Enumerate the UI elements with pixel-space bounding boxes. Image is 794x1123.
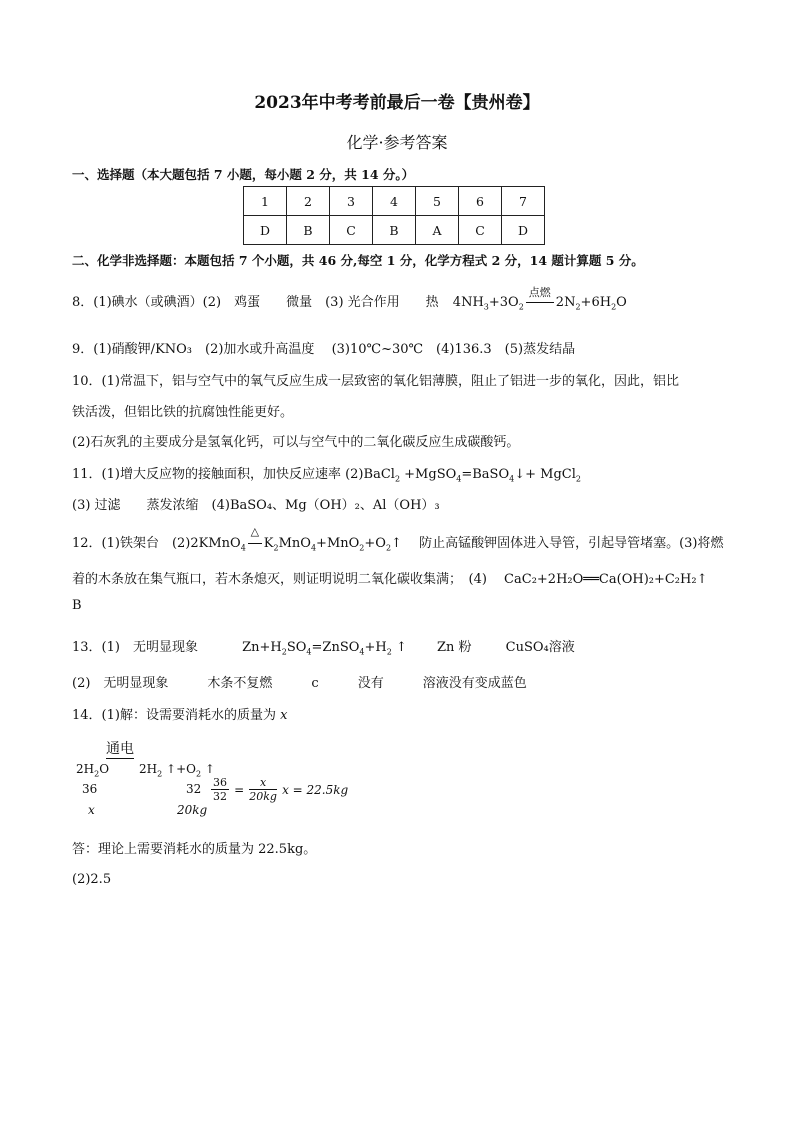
q12-equation: 2KMnO$_4$ △ $K_2MnO_4+MnO_2+O_2↑$ bbox=[190, 525, 402, 553]
q14-fraction-1: $\frac{36}{32}$ bbox=[213, 776, 227, 803]
q8-equation: $4NH_3+3O_2$ 点燃 $2N_2+6H_2O$ bbox=[452, 286, 627, 312]
q14-mass-x: x bbox=[88, 803, 95, 817]
q11-equation: BaCl$_2$ +MgSO$_4$=BaSO$_4$↓+ MgCl$_2$ bbox=[363, 467, 581, 484]
table-cell: B bbox=[287, 216, 330, 245]
q8-text: 8．(1)碘水（或碘酒）(2) 鸡蛋 微量 (3) 光合作用 热 bbox=[72, 295, 439, 310]
question-11-line-2: (3) 过滤 蒸发浓缩 (4)BaSO₄、Mg（OH）₂、Al（OH）₃ bbox=[72, 498, 440, 513]
q13-part-b: Zn 粉 bbox=[436, 640, 472, 655]
question-12-line-2: 着的木条放在集气瓶口，若木条熄灭，则证明说明二氧化碳收集满； (4) CaC₂+2H₂O══Ca(OH)₂+C₂H₂↑ bbox=[72, 572, 708, 587]
q14-part-2: (2)2.5 bbox=[72, 872, 112, 887]
table-cell: 4 bbox=[373, 187, 416, 216]
answer-table bbox=[243, 186, 545, 245]
q8-condition: 点燃 bbox=[528, 286, 551, 299]
q13-part-a: 13．(1) 无明显现象 bbox=[72, 640, 198, 655]
q14-variable: x bbox=[280, 708, 288, 723]
q14-result: x = 22.5kg bbox=[282, 783, 349, 797]
q11-text: 11．(1)增大反应物的接触面积，加快反应速率 (2) bbox=[72, 467, 364, 482]
question-12-line-1 bbox=[72, 525, 724, 553]
q12-condition: △ bbox=[250, 525, 260, 538]
q14-proportion: $\frac{36}{32}$ = $\frac{x}{20kg}$ x = 22.5kg bbox=[213, 776, 349, 803]
table-cell: 7 bbox=[502, 187, 545, 216]
q13-part-c: CuSO₄溶液 bbox=[505, 640, 575, 655]
table-cell: 6 bbox=[459, 187, 502, 216]
table-cell: C bbox=[459, 216, 502, 245]
q14-mass-20kg: 20kg bbox=[177, 803, 208, 817]
answer-table-answer-row bbox=[244, 216, 545, 245]
table-cell: A bbox=[416, 216, 459, 245]
question-12-line-3: B bbox=[72, 598, 82, 613]
answer-table-number-row bbox=[244, 187, 545, 216]
q14-products: $2H_2$ $↑+O_2$ ↑ bbox=[139, 762, 215, 779]
question-13-line-1 bbox=[72, 636, 575, 657]
q14-mass-32: 32 bbox=[186, 782, 202, 796]
page-title: 2023年中考考前最后一卷【贵州卷】 bbox=[254, 93, 540, 113]
q12-after: 防止高锰酸钾固体进入导管，引起导管堵塞。(3)将燃 bbox=[401, 536, 724, 551]
section-1-heading: 一、选择题（本大题包括 7 小题，每小题 2 分，共 14 分。） bbox=[72, 167, 415, 182]
q14-condition: 通电 bbox=[106, 738, 134, 759]
q14-mass-36: 36 bbox=[82, 782, 98, 796]
question-9: 9．(1)硝酸钾/KNO₃ (2)加水或升高温度 (3)10℃~30℃ (4)136.3 (5)蒸发结晶 bbox=[72, 342, 576, 357]
q13-equation: $Zn+H_2SO_4=ZnSO_4+H_2$ ↑ bbox=[242, 640, 407, 657]
question-8 bbox=[72, 286, 627, 312]
q14-equation: $2H_2O$ bbox=[76, 762, 110, 779]
page-subtitle: 化学·参考答案 bbox=[346, 133, 448, 152]
table-cell: 1 bbox=[244, 187, 287, 216]
table-cell: 5 bbox=[416, 187, 459, 216]
question-10-line-1: 10．(1)常温下，铝与空气中的氧气反应生成一层致密的氧化铝薄膜，阻止了铝进一步的氧化，因此，铝比 bbox=[72, 374, 679, 389]
question-11-line-1 bbox=[72, 463, 581, 484]
question-13-line-2: (2) 无明显现象 木条不复燃 c 没有 溶液没有变成蓝色 bbox=[72, 676, 527, 691]
table-cell: C bbox=[330, 216, 373, 245]
question-10-line-3: (2)石灰乳的主要成分是氢氧化钙，可以与空气中的二氧化碳反应生成碳酸钙。 bbox=[72, 435, 520, 450]
table-cell: 3 bbox=[330, 187, 373, 216]
q14-answer: 答：理论上需要消耗水的质量为 22.5kg。 bbox=[72, 842, 317, 857]
q14-fraction-2: $\frac{x}{20kg}$ bbox=[249, 776, 277, 803]
q12-prefix: 12．(1)铁架台 (2) bbox=[72, 536, 191, 551]
q14-text: 14．(1)解：设需要消耗水的质量为 bbox=[72, 708, 276, 723]
section-2-heading: 二、化学非选择题：本题包括 7 个小题，共 46 分,每空 1 分，化学方程式 2 分，14 题计算题 5 分。 bbox=[72, 253, 644, 268]
question-14-line-1 bbox=[72, 704, 287, 723]
question-10-line-2: 铁活泼，但铝比铁的抗腐蚀性能更好。 bbox=[72, 405, 294, 420]
table-cell: D bbox=[244, 216, 287, 245]
table-cell: B bbox=[373, 216, 416, 245]
table-cell: D bbox=[502, 216, 545, 245]
table-cell: 2 bbox=[287, 187, 330, 216]
